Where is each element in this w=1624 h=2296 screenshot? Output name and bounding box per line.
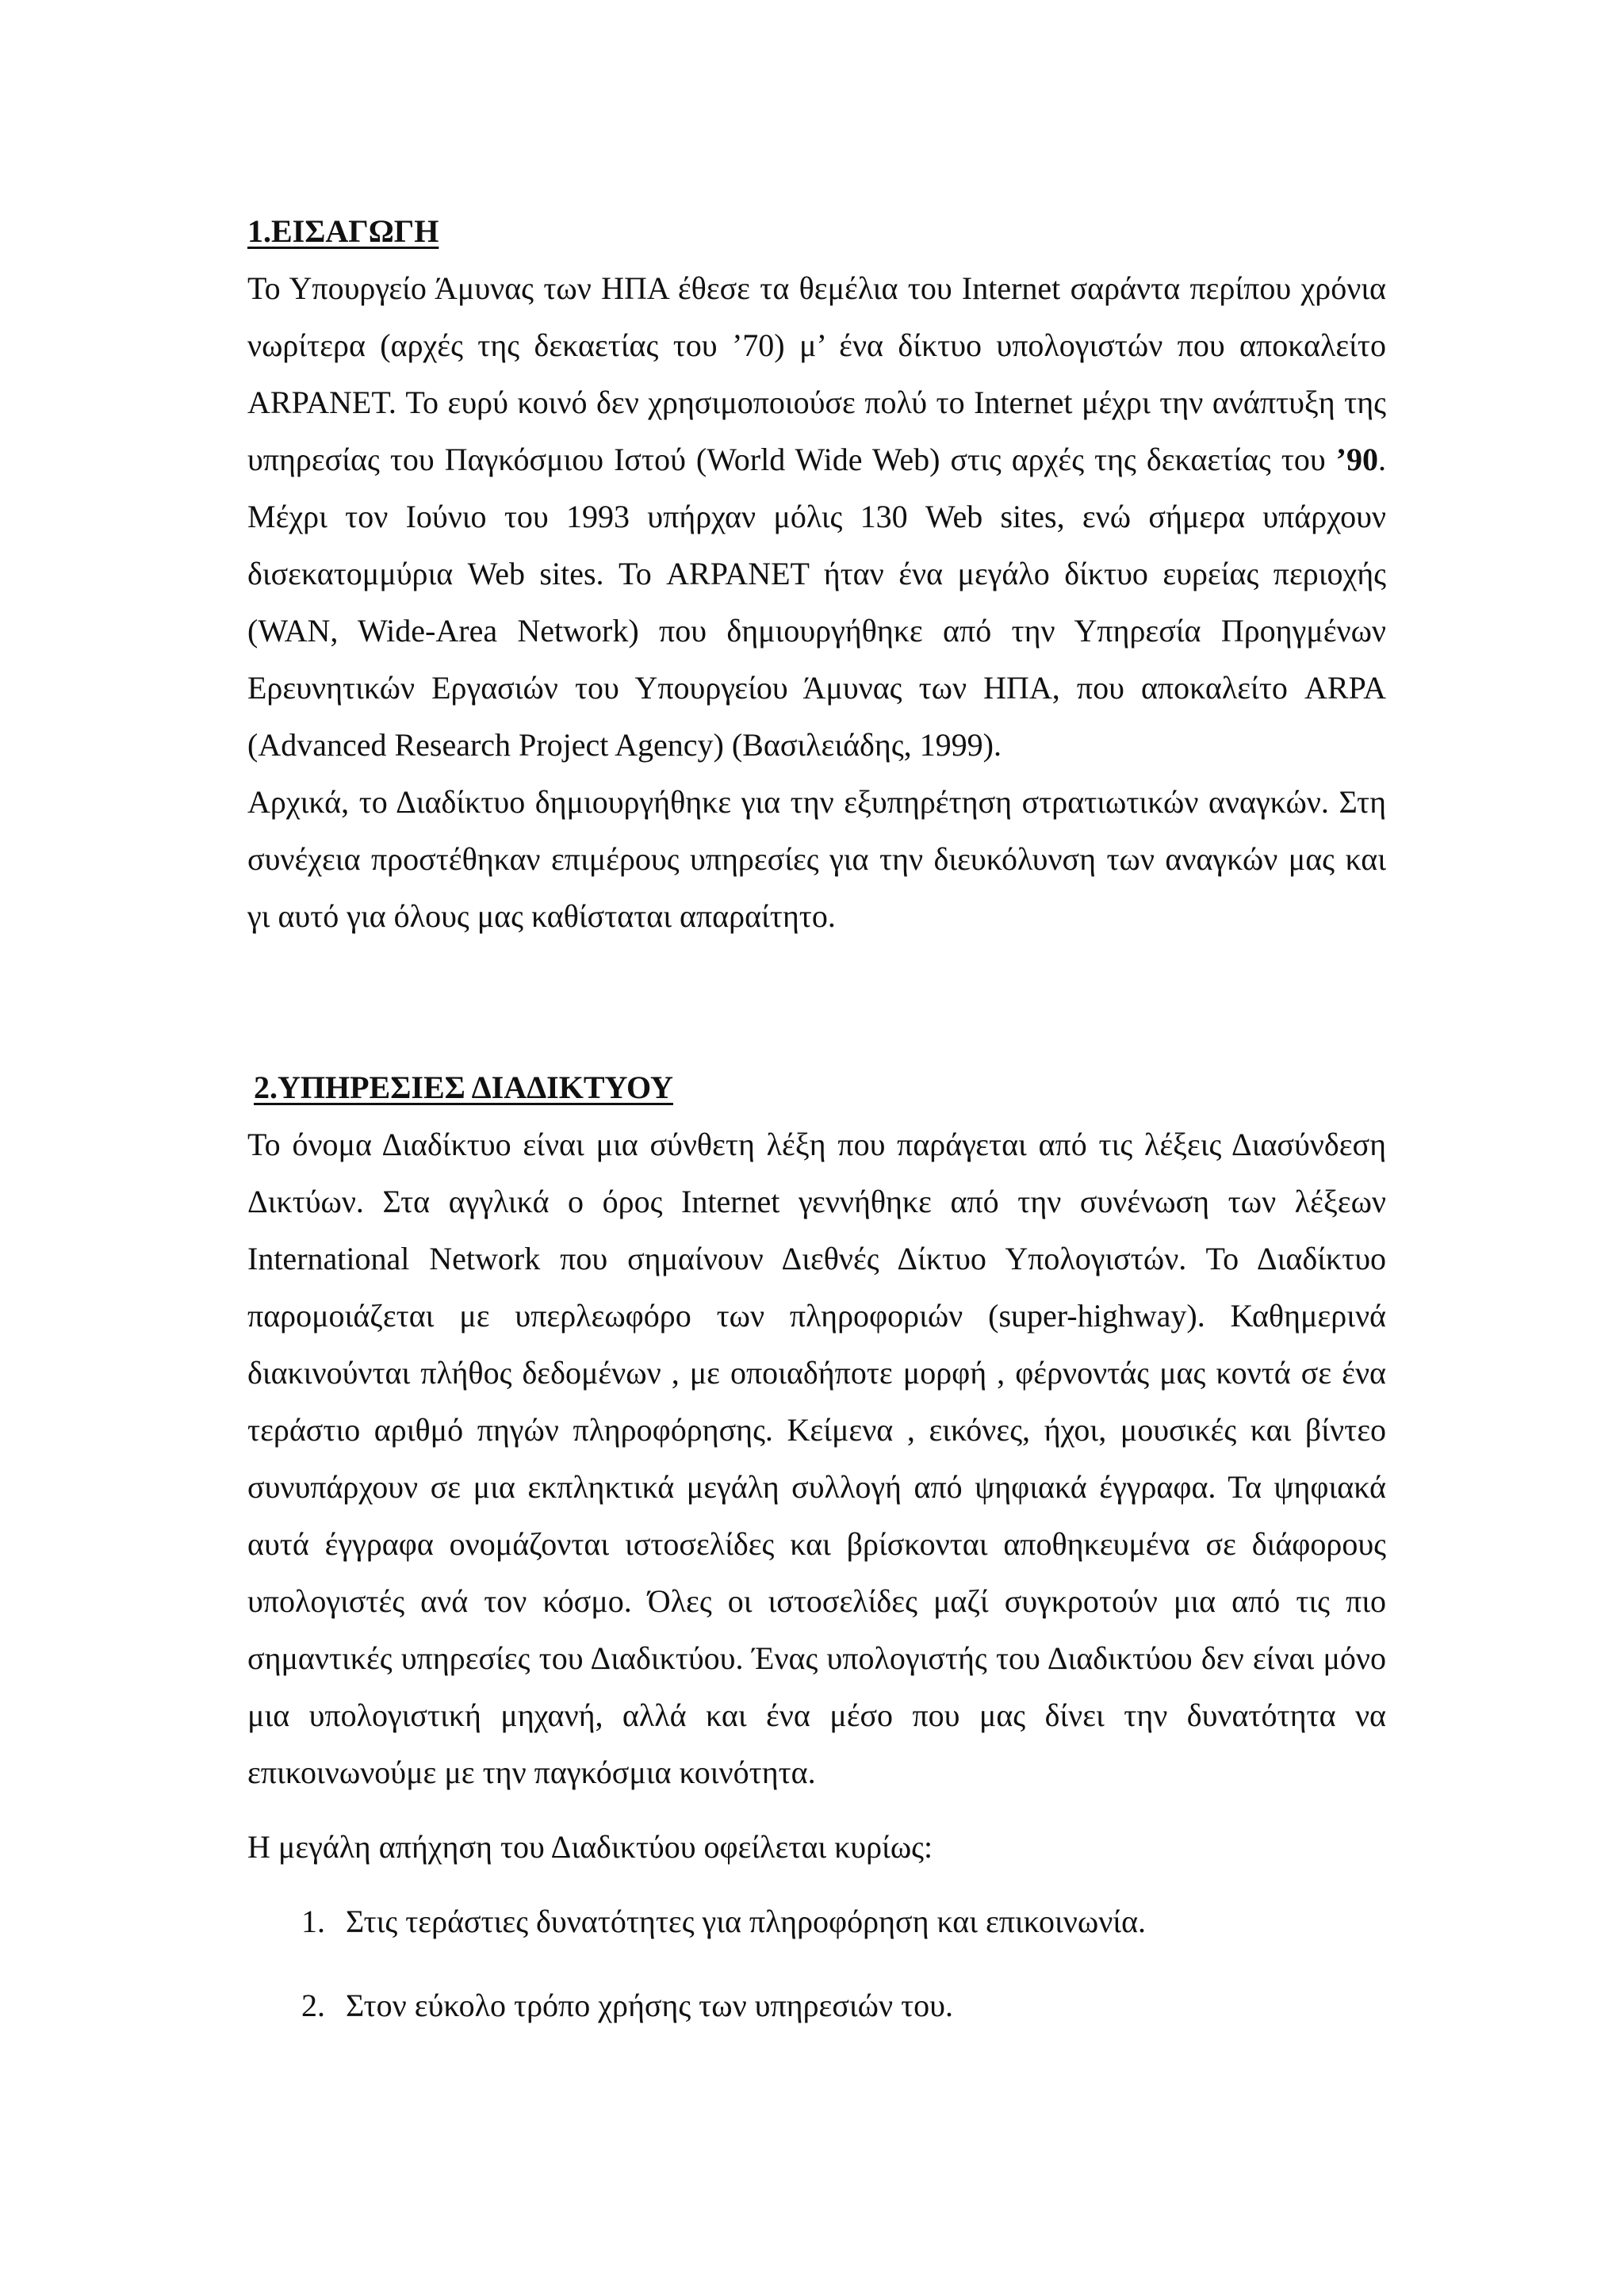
section-1-paragraph-1-text-b: . Μέχρι τον Ιούνιο του 1993 υπήρχαν μόλις 130 Web sites, ενώ σήμερα υπάρχουν δισεκατομμύρια Web sites. Το ARPANET ήταν ένα μεγάλο δίκτυο ευρείας περιοχής (WAN, Wide-Area Network) που δημιουργήθηκε από την Υπηρεσία Προηγμένων Ερευνητικών Εργασιών του Υπουργείου Άμυνας των ΗΠΑ, που αποκαλείτο ARPA (Advanced Research Project Agency) (Βασιλειάδης, 1999). [247, 442, 1386, 763]
list-item-number: 1. [301, 1904, 325, 1939]
paragraph-spacer [247, 1876, 1386, 1893]
document-page [247, 203, 1386, 2061]
section-1-paragraph-1-bold: ’90 [1335, 442, 1378, 477]
section-1-heading: 1.ΕΙΣΑΓΩΓΗ [247, 213, 439, 249]
list-item-text: Στον εύκολο τρόπο χρήσης των υπηρεσιών του. [346, 1988, 953, 2023]
list-item-text: Στις τεράστιες δυνατότητες για πληροφόρηση και επικοινωνία. [346, 1904, 1147, 1939]
list-item-number: 2. [301, 1988, 325, 2023]
list-item [247, 1977, 1386, 2034]
section-1-paragraph-1-text-a: Το Υπουργείο Άμυνας των ΗΠΑ έθεσε τα θεμέλια του Internet σαράντα περίπου χρόνια νωρίτερα (αρχές της δεκαετίας του ’70) μ’ ένα δίκτυο υπολογιστών που αποκαλείτο ARPANET. Το ευρύ κοινό δεν χρησιμοποιούσε πολύ το Internet μέχρι την ανάπτυξη της υπηρεσίας του Παγκόσμιου Ιστού (World Wide Web) στις αρχές της δεκαετίας του [247, 270, 1386, 477]
section-1-paragraph-2: Αρχικά, το Διαδίκτυο δημιουργήθηκε για την εξυπηρέτηση στρατιωτικών αναγκών. Στη συνέχεια προστέθηκαν επιμέρους υπηρεσίες για την διευκόλυνση των αναγκών μας και γι αυτό για όλους μας καθίσταται απαραίτητο. [247, 784, 1386, 934]
section-2-paragraph-2: Η μεγάλη απήχηση του Διαδικτύου οφείλεται κυρίως: [247, 1829, 933, 1865]
list-item [247, 1893, 1386, 1950]
reasons-list [247, 1893, 1386, 2034]
section-2-heading: 2.ΥΠΗΡΕΣΙΕΣ ΔΙΑΔΙΚΤΥΟΥ [254, 1070, 673, 1105]
section-spacer [247, 945, 1386, 1059]
section-2-paragraph-1: Το όνομα Διαδίκτυο είναι μια σύνθετη λέξη που παράγεται από τις λέξεις Διασύνδεση Δικτύων. Στα αγγλικά ο όρος Internet γεννήθηκε από την συνένωση των λέξεων International Network που σημαίνουν Διεθνές Δίκτυο Υπολογιστών. Το Διαδίκτυο παρομοιάζεται με υπερλεωφόρο των πληροφοριών (super-highway). Καθημερινά διακινούνται πλήθος δεδομένων , με οποιαδήποτε μορφή , φέρνοντάς μας κοντά σε ένα τεράστιο αριθμό πηγών πληροφόρησης. Κείμενα , εικόνες, ήχοι, μουσικές και βίντεο συνυπάρχουν σε μια εκπληκτικά μεγάλη συλλογή από ψηφιακά έγγραφα. Τα ψηφιακά αυτά έγγραφα ονομάζονται ιστοσελίδες και βρίσκονται αποθηκευμένα σε διάφορους υπολογιστές ανά τον κόσμο. Όλες οι ιστοσελίδες μαζί συγκροτούν μια από τις πιο σημαντικές υπηρεσίες του Διαδικτύου. Ένας υπολογιστής του Διαδικτύου δεν είναι μόνο μια υπολογιστική μηχανή, αλλά και ένα μέσο που μας δίνει την δυνατότητα να επικοινωνούμε με την παγκόσμια κοινότητα. [247, 1127, 1386, 1790]
section-1-paragraph-1 [247, 260, 1386, 774]
paragraph-spacer [247, 1801, 1386, 1819]
